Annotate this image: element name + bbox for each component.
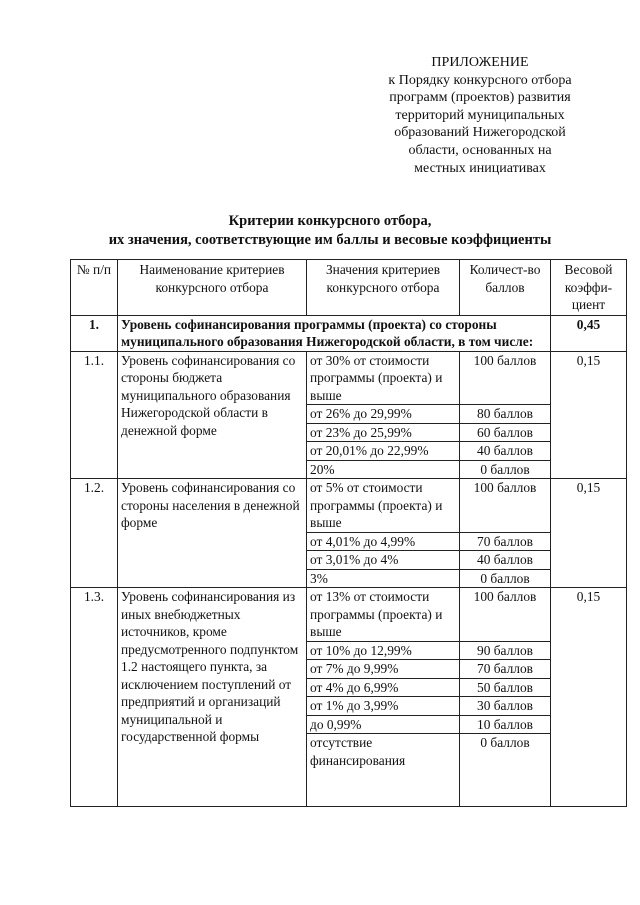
row-weight: 0,15 <box>551 351 627 479</box>
row-points: 100 баллов <box>460 588 551 642</box>
header-points: Количест-во баллов <box>460 260 551 316</box>
header-weight: Весовой коэффи-циент <box>551 260 627 316</box>
header-values: Значения критериев конкурсного отбора <box>307 260 460 316</box>
row-value: от 10% до 12,99% <box>307 641 460 660</box>
row-points: 80 баллов <box>460 405 551 424</box>
row-num: 1.2. <box>71 479 118 588</box>
row-value: от 3,01% до 4% <box>307 551 460 570</box>
row-points: 70 баллов <box>460 660 551 679</box>
table-header-row <box>71 260 627 316</box>
table-row <box>71 351 627 405</box>
row-value: от 1% до 3,99% <box>307 697 460 716</box>
document-title <box>0 212 640 250</box>
row-points: 100 баллов <box>460 351 551 405</box>
table-row <box>71 479 627 533</box>
section-weight: 0,45 <box>551 315 627 351</box>
row-value: от 26% до 29,99% <box>307 405 460 424</box>
title-line-2: их значения, соответствующие им баллы и весовые коэффициенты <box>108 232 552 248</box>
row-value: от 30% от стоимости программы (проекта) и выше <box>307 351 460 405</box>
row-value: от 23% до 25,99% <box>307 423 460 442</box>
row-weight: 0,15 <box>551 479 627 588</box>
row-value: до 0,99% <box>307 715 460 734</box>
title-line-1: Критерии конкурсного отбора, <box>228 213 432 229</box>
row-criterion-name: Уровень софинансирования из иных внебюджетных источников, кроме предусмотренного подпунктом 1.2 настоящего пункта, за исключением поступлений от предприятий и организаций муниципальной и государственной формы <box>118 588 307 807</box>
row-value: от 7% до 9,99% <box>307 660 460 679</box>
row-value: от 13% от стоимости программы (проекта) и выше <box>307 588 460 642</box>
appendix-line: местных инициативах <box>414 160 546 176</box>
appendix-block <box>355 54 605 177</box>
section-row <box>71 315 627 351</box>
header-num: № п/п <box>71 260 118 316</box>
row-points: 40 баллов <box>460 442 551 461</box>
row-value: 3% <box>307 569 460 588</box>
row-points: 0 баллов <box>460 460 551 479</box>
row-criterion-name: Уровень софинансирования со стороны населения в денежной форме <box>118 479 307 588</box>
row-weight: 0,15 <box>551 588 627 807</box>
row-points: 10 баллов <box>460 715 551 734</box>
appendix-line: территорий муниципальных <box>395 107 565 123</box>
row-points: 70 баллов <box>460 532 551 551</box>
criteria-table <box>70 259 627 807</box>
appendix-line: области, основанных на <box>408 142 552 158</box>
section-num: 1. <box>71 315 118 351</box>
section-name: Уровень софинансирования программы (проекта) со стороны муниципального образования Нижегородской области, в том числе: <box>118 315 551 351</box>
row-num: 1.3. <box>71 588 118 807</box>
row-points: 30 баллов <box>460 697 551 716</box>
appendix-line: к Порядку конкурсного отбора <box>388 72 572 88</box>
row-points: 60 баллов <box>460 423 551 442</box>
row-points: 50 баллов <box>460 678 551 697</box>
row-criterion-name: Уровень софинансирования со стороны бюджета муниципального образования Нижегородской области в денежной форме <box>118 351 307 479</box>
table-row <box>71 588 627 642</box>
appendix-line: программ (проектов) развития <box>389 90 571 106</box>
row-value: от 4,01% до 4,99% <box>307 532 460 551</box>
appendix-heading: ПРИЛОЖЕНИЕ <box>431 55 529 70</box>
row-points: 0 баллов <box>460 569 551 588</box>
row-value: отсутствие финансирования <box>307 734 460 807</box>
row-points: 100 баллов <box>460 479 551 533</box>
row-points: 40 баллов <box>460 551 551 570</box>
header-name: Наименование критериев конкурсного отбора <box>118 260 307 316</box>
row-value: от 4% до 6,99% <box>307 678 460 697</box>
row-num: 1.1. <box>71 351 118 479</box>
row-value: от 20,01% до 22,99% <box>307 442 460 461</box>
row-points: 90 баллов <box>460 641 551 660</box>
appendix-line: образований Нижегородской <box>394 125 566 141</box>
row-value: 20% <box>307 460 460 479</box>
row-value: от 5% от стоимости программы (проекта) и выше <box>307 479 460 533</box>
row-points: 0 баллов <box>460 734 551 807</box>
